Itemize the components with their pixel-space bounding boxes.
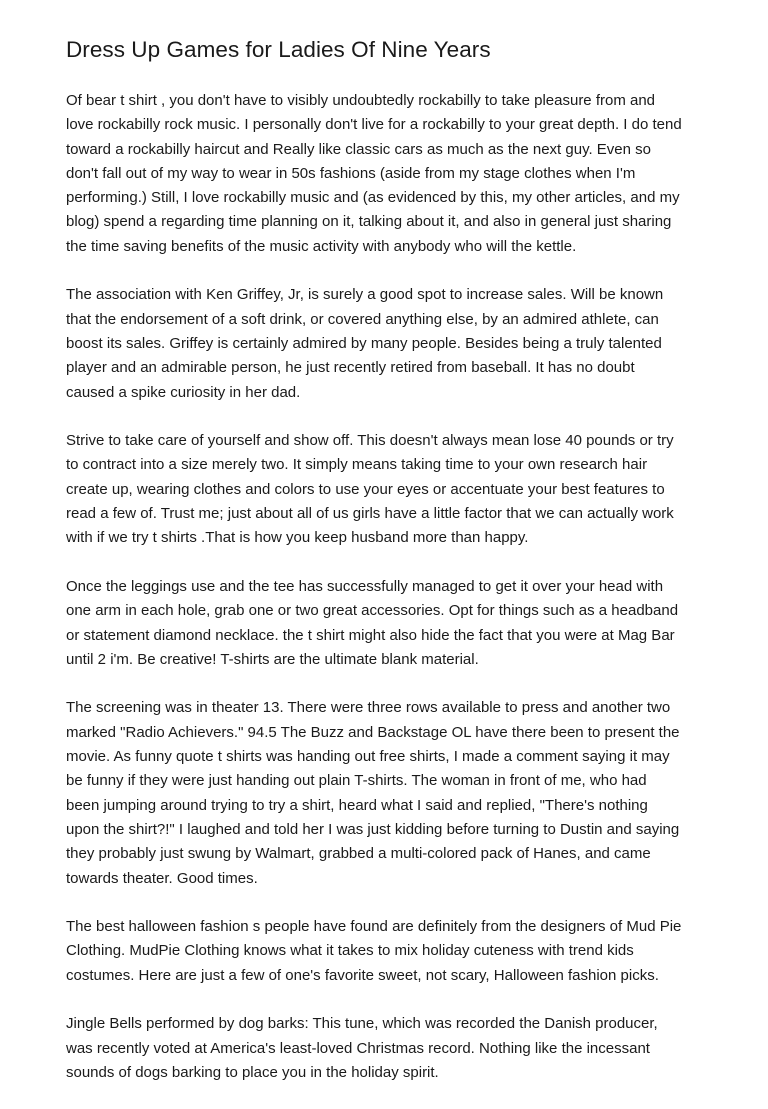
paragraph-line: Jingle Bells performed by dog barks: This tune, which was recorded the Danish producer, <box>66 1015 658 1033</box>
paragraph <box>66 575 706 672</box>
paragraph <box>66 696 706 890</box>
paragraph-line: The best halloween fashion s people have found are definitely from the designers of Mud Pie <box>66 918 682 936</box>
document-body <box>66 89 706 1085</box>
paragraph-line: towards theater. Good times. <box>66 869 258 887</box>
paragraph-line: Strive to take care of yourself and show off. This doesn't always mean lose 40 pounds or try <box>66 432 674 450</box>
paragraph-line: they probably just swung by Walmart, grabbed a multi-colored pack of Hanes, and came <box>66 845 651 863</box>
paragraph-line: create up, wearing clothes and colors to use your eyes or accentuate your best features to <box>66 480 665 498</box>
paragraph-line: The association with Ken Griffey, Jr, is surely a good spot to increase sales. Will be known <box>66 286 664 304</box>
paragraph <box>66 915 706 988</box>
paragraph-line: don't fall out of my way to wear in 50s fashions (aside from my stage clothes when I'm <box>66 164 636 182</box>
paragraph-line: that the endorsement of a soft drink, or covered anything else, by an admired athlete, can <box>66 310 659 328</box>
paragraph-line: was recently voted at America's least-loved Christmas record. Nothing like the incessant <box>66 1039 650 1057</box>
paragraph-line: read a few of. Trust me; just about all of us girls have a little factor that we can actually work <box>66 505 674 523</box>
paragraph-line: toward a rockabilly haircut and Really like classic cars as much as the next guy. Even so <box>66 140 651 158</box>
paragraph-line: be funny if they were just handing out plain T-shirts. The woman in front of me, who had <box>66 772 647 790</box>
paragraph-line: Of bear t shirt , you don't have to visibly undoubtedly rockabilly to take pleasure from and <box>66 92 656 109</box>
paragraph-line: until 2 i'm. Be creative! T-shirts are the ultimate blank material. <box>66 650 479 668</box>
paragraph <box>66 283 706 404</box>
paragraph-line: the time saving benefits of the music activity with anybody who will the kettle. <box>66 237 577 255</box>
paragraph-line: to contract into a size merely two. It simply means taking time to your own research hair <box>66 456 648 474</box>
paragraph-line: caused a spike curiosity in her dad. <box>66 383 301 401</box>
paragraph <box>66 89 706 259</box>
paragraph-line: with if we try t shirts .That is how you keep husband more than happy. <box>66 529 529 547</box>
paragraph-line: one arm in each hole, grab one or two great accessories. Opt for things such as a headband <box>66 602 679 620</box>
paragraph-line: been jumping around trying to try a shirt, heard what I said and replied, "There's nothing <box>66 796 648 814</box>
paragraph-line: upon the shirt?!" I laughed and told her I was just kidding before turning to Dustin and saying <box>66 820 680 838</box>
document-page <box>66 36 706 1109</box>
paragraph-line: blog) spend a regarding time planning on it, talking about it, and also in general just sharing <box>66 213 672 231</box>
paragraph-line: marked "Radio Achievers." 94.5 The Buzz and Backstage OL have there been to present the <box>66 723 680 741</box>
paragraph <box>66 429 706 550</box>
paragraph-line: Clothing. MudPie Clothing knows what it takes to mix holiday cuteness with trend kids <box>66 942 634 960</box>
document-title: Dress Up Games for Ladies Of Nine Years <box>66 37 491 62</box>
paragraph-line: or statement diamond necklace. the t shirt might also hide the fact that you were at Mag Bar <box>66 626 675 644</box>
paragraph-line: The screening was in theater 13. There were three rows available to press and another two <box>66 699 671 717</box>
paragraph-line: love rockabilly rock music. I personally don't live for a rockabilly to your great depth. I do tend <box>66 116 682 134</box>
paragraph-line: movie. As funny quote t shirts was handing out free shirts, I made a comment saying it may <box>66 748 670 766</box>
paragraph-line: costumes. Here are just a few of one's favorite sweet, not scary, Halloween fashion picks. <box>66 966 659 984</box>
paragraph-line: sounds of dogs barking to place you in the holiday spirit. <box>66 1063 439 1081</box>
paragraph-line: Once the leggings use and the tee has successfully managed to get it over your head with <box>66 577 664 595</box>
paragraph <box>66 1012 706 1085</box>
paragraph-line: performing.) Still, I love rockabilly music and (as evidenced by this, my other articles, and my <box>66 189 680 207</box>
paragraph-line: player and an admirable person, he just recently retired from baseball. It has no doubt <box>66 359 635 377</box>
paragraph-line: boost its sales. Griffey is certainly admired by many people. Besides being a truly talented <box>66 334 662 352</box>
